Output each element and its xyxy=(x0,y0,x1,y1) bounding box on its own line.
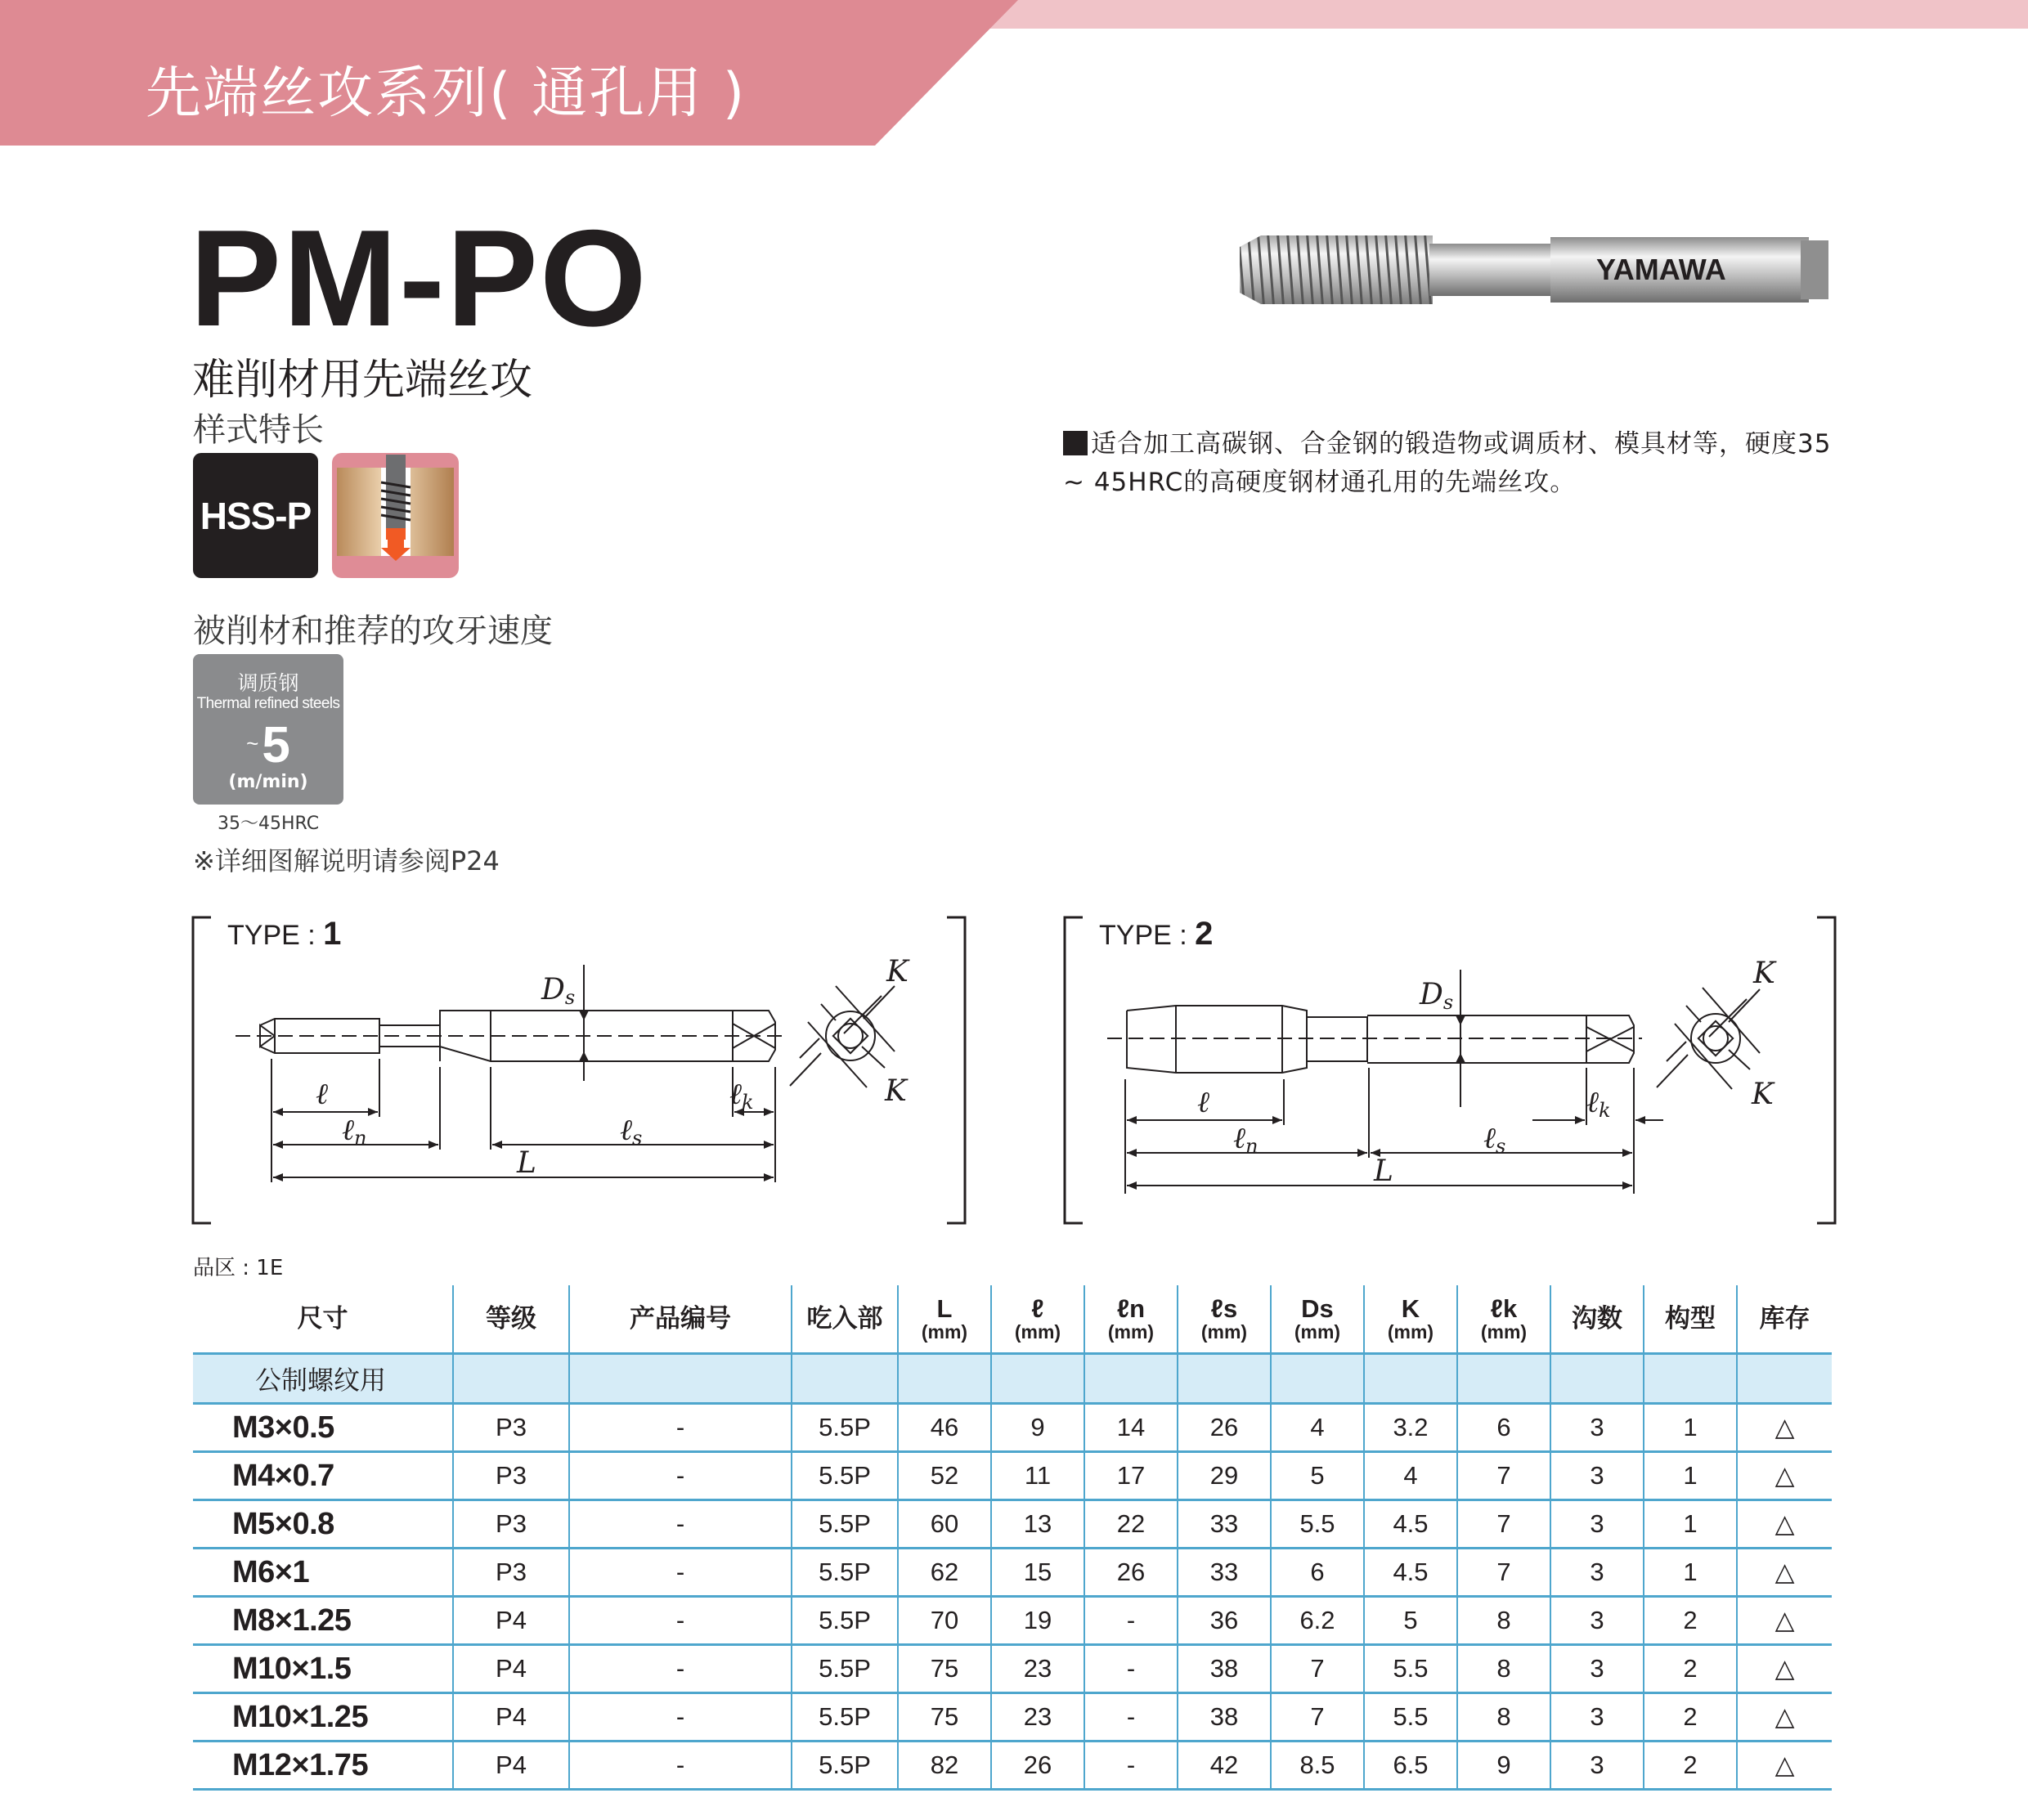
table-cell: 70 xyxy=(898,1597,991,1645)
svg-text:L: L xyxy=(1374,1154,1393,1188)
size-cell: M6×1 xyxy=(193,1549,453,1597)
table-cell: 7 xyxy=(1271,1693,1364,1742)
table-cell: 46 xyxy=(898,1404,991,1452)
table-cell: 36 xyxy=(1178,1597,1271,1645)
table-cell: 4.5 xyxy=(1364,1549,1457,1597)
column-header: L (mm) xyxy=(898,1285,991,1354)
svg-text:K: K xyxy=(885,1074,907,1108)
reference-note: ※详细图解说明请参阅P24 xyxy=(193,845,500,876)
table-cell: - xyxy=(1084,1693,1178,1742)
column-header: Ds (mm) xyxy=(1271,1285,1364,1354)
speed-tilde: ~ xyxy=(246,731,259,755)
table-cell: - xyxy=(569,1452,792,1500)
svg-text:K: K xyxy=(886,955,909,988)
table-cell: 5.5 xyxy=(1364,1645,1457,1693)
product-model: PM-PO xyxy=(190,201,648,355)
table-cell: - xyxy=(569,1645,792,1693)
table-cell: △ xyxy=(1737,1693,1832,1742)
table-cell: 52 xyxy=(898,1452,991,1500)
table-cell: △ xyxy=(1737,1404,1832,1452)
table-cell: 75 xyxy=(898,1645,991,1693)
table-cell: 2 xyxy=(1644,1742,1737,1790)
table-cell: 1 xyxy=(1644,1500,1737,1549)
svg-text:Ds: Ds xyxy=(541,973,576,1009)
table-cell: P4 xyxy=(453,1742,569,1790)
table-cell: 3 xyxy=(1550,1452,1644,1500)
table-cell: 26 xyxy=(1084,1549,1178,1597)
column-header: ℓk (mm) xyxy=(1457,1285,1550,1354)
table-cell: 3 xyxy=(1550,1597,1644,1645)
table-cell: 33 xyxy=(1178,1549,1271,1597)
table-cell: - xyxy=(1084,1742,1178,1790)
table-cell: 3 xyxy=(1550,1549,1644,1597)
column-header: 尺寸 xyxy=(297,1303,348,1334)
series-title: 先端丝攻系列( 通孔用 ) xyxy=(146,61,747,126)
product-photo-brand: YAMAWA xyxy=(1596,253,1726,286)
table-cell: 22 xyxy=(1084,1500,1178,1549)
speed-card xyxy=(193,654,343,805)
column-header: 等级 xyxy=(453,1285,569,1354)
table-cell: 23 xyxy=(991,1693,1084,1742)
type-2-drawing xyxy=(1061,908,1838,1235)
table-cell: 4 xyxy=(1364,1452,1457,1500)
material-name-en: Thermal refined steels xyxy=(196,695,340,712)
table-cell: 6.2 xyxy=(1271,1597,1364,1645)
table-cell: 9 xyxy=(991,1404,1084,1452)
table-row xyxy=(193,1549,1832,1597)
table-cell: 5.5P xyxy=(792,1404,898,1452)
column-header: 沟数 xyxy=(1550,1285,1644,1354)
table-cell: - xyxy=(569,1693,792,1742)
table-cell: 9 xyxy=(1457,1742,1550,1790)
table-cell: 8 xyxy=(1457,1597,1550,1645)
table-cell: 5.5P xyxy=(792,1549,898,1597)
table-cell: 82 xyxy=(898,1742,991,1790)
table-cell: P3 xyxy=(453,1500,569,1549)
speed-value xyxy=(193,716,343,774)
size-cell: M10×1.5 xyxy=(193,1645,453,1693)
table-cell: 75 xyxy=(898,1693,991,1742)
table-cell: 2 xyxy=(1644,1597,1737,1645)
hardness-range: 35～45HRC xyxy=(218,814,320,834)
table-cell: 3 xyxy=(1550,1404,1644,1452)
speed-unit: (m/min) xyxy=(228,772,308,792)
table-cell: 6.5 xyxy=(1364,1742,1457,1790)
size-cell: M12×1.75 xyxy=(193,1742,453,1790)
column-header: 构型 xyxy=(1644,1285,1737,1354)
hss-p-badge xyxy=(193,453,318,578)
table-cell: 5.5P xyxy=(792,1645,898,1693)
table-cell: 14 xyxy=(1084,1404,1178,1452)
table-cell: 29 xyxy=(1178,1452,1271,1500)
group-label: 公制螺纹用 xyxy=(193,1354,453,1404)
table-cell: 5.5P xyxy=(792,1452,898,1500)
column-header: ℓs (mm) xyxy=(1178,1285,1271,1354)
feature-label: 样式特长 xyxy=(193,411,324,449)
through-hole-icon xyxy=(332,453,459,578)
table-cell: 5 xyxy=(1364,1597,1457,1645)
table-cell: 2 xyxy=(1644,1645,1737,1693)
table-cell: 8.5 xyxy=(1271,1742,1364,1790)
table-row xyxy=(193,1452,1832,1500)
svg-text:ℓs: ℓs xyxy=(1483,1122,1506,1158)
table-cell: 26 xyxy=(1178,1404,1271,1452)
size-cell: M3×0.5 xyxy=(193,1404,453,1452)
product-description xyxy=(1063,425,1848,502)
type-2-label: TYPE : 2 xyxy=(1099,916,1214,952)
description-text: 适合加工高碳钢、合金钢的锻造物或调质材、模具材等，硬度35 ~ 45HRC的高硬度钢材通孔用的先端丝攻。 xyxy=(1063,429,1832,497)
table-header-row xyxy=(193,1285,1832,1354)
size-cell: M10×1.25 xyxy=(193,1693,453,1742)
table-cell: 3.2 xyxy=(1364,1404,1457,1452)
product-photo xyxy=(1236,229,1833,311)
table-cell: 3 xyxy=(1550,1693,1644,1742)
size-cell: M4×0.7 xyxy=(193,1452,453,1500)
type-2-diagram xyxy=(1061,908,1838,1235)
svg-text:K: K xyxy=(1752,1078,1774,1111)
bullet-square xyxy=(1063,431,1088,455)
table-cell: 1 xyxy=(1644,1452,1737,1500)
type-1-label: TYPE : 1 xyxy=(227,916,342,952)
column-header: 产品编号 xyxy=(569,1285,792,1354)
table-cell: P3 xyxy=(453,1404,569,1452)
material-name: 调质钢 xyxy=(237,671,299,695)
table-cell: 3 xyxy=(1550,1500,1644,1549)
table-cell: 26 xyxy=(991,1742,1084,1790)
column-header: 吃入部 xyxy=(792,1285,898,1354)
type-1-diagram xyxy=(190,908,968,1235)
table-cell: △ xyxy=(1737,1452,1832,1500)
svg-text:ℓk: ℓk xyxy=(1586,1086,1611,1122)
table-cell: 7 xyxy=(1271,1645,1364,1693)
column-header: ℓ (mm) xyxy=(991,1285,1084,1354)
table-cell: P3 xyxy=(453,1549,569,1597)
column-header: ℓn (mm) xyxy=(1084,1285,1178,1354)
table-cell: 1 xyxy=(1644,1549,1737,1597)
table-row xyxy=(193,1404,1832,1452)
table-cell: 15 xyxy=(991,1549,1084,1597)
table-row xyxy=(193,1597,1832,1645)
svg-text:ℓk: ℓk xyxy=(729,1078,754,1114)
table-row xyxy=(193,1645,1832,1693)
table-cell: 5.5P xyxy=(792,1500,898,1549)
table-cell: 11 xyxy=(991,1452,1084,1500)
table-cell: 8 xyxy=(1457,1645,1550,1693)
table-cell: - xyxy=(1084,1645,1178,1693)
svg-text:Ds: Ds xyxy=(1420,978,1454,1014)
table-cell: P4 xyxy=(453,1693,569,1742)
table-cell: △ xyxy=(1737,1742,1832,1790)
table-cell: 6 xyxy=(1457,1404,1550,1452)
series-code: 品区 : 1E xyxy=(193,1256,284,1280)
table-cell: 4.5 xyxy=(1364,1500,1457,1549)
table-cell: - xyxy=(569,1500,792,1549)
table-cell: - xyxy=(569,1597,792,1645)
table-cell: 1 xyxy=(1644,1404,1737,1452)
table-row xyxy=(193,1500,1832,1549)
size-cell: M5×0.8 xyxy=(193,1500,453,1549)
table-row xyxy=(193,1693,1832,1742)
column-header: K (mm) xyxy=(1364,1285,1457,1354)
table-cell: 13 xyxy=(991,1500,1084,1549)
table-cell: 7 xyxy=(1457,1500,1550,1549)
table-cell: 60 xyxy=(898,1500,991,1549)
svg-text:ℓn: ℓn xyxy=(342,1114,367,1150)
table-cell: 19 xyxy=(991,1597,1084,1645)
svg-text:ℓ: ℓ xyxy=(1197,1086,1209,1119)
svg-text:ℓ: ℓ xyxy=(316,1078,328,1111)
table-cell: 6 xyxy=(1271,1549,1364,1597)
table-cell: 23 xyxy=(991,1645,1084,1693)
type-1-drawing xyxy=(190,908,968,1235)
table-cell: △ xyxy=(1737,1597,1832,1645)
material-speed-label: 被削材和推荐的攻牙速度 xyxy=(193,612,553,650)
table-cell: 3 xyxy=(1550,1645,1644,1693)
table-cell: - xyxy=(569,1549,792,1597)
column-header: 库存 xyxy=(1737,1285,1832,1354)
table-cell: 38 xyxy=(1178,1693,1271,1742)
table-cell: 4 xyxy=(1271,1404,1364,1452)
table-cell: P4 xyxy=(453,1597,569,1645)
table-cell: P4 xyxy=(453,1645,569,1693)
table-cell: 7 xyxy=(1457,1549,1550,1597)
table-cell: △ xyxy=(1737,1645,1832,1693)
table-cell: - xyxy=(569,1404,792,1452)
group-row xyxy=(193,1354,1832,1404)
table-cell: 38 xyxy=(1178,1645,1271,1693)
table-cell: - xyxy=(1084,1597,1178,1645)
table-cell: 2 xyxy=(1644,1693,1737,1742)
table-cell: 7 xyxy=(1457,1452,1550,1500)
table-cell: △ xyxy=(1737,1500,1832,1549)
table-cell: - xyxy=(569,1742,792,1790)
table-cell: 5.5P xyxy=(792,1693,898,1742)
hss-p-label: HSS-P xyxy=(200,494,312,537)
table-cell: 62 xyxy=(898,1549,991,1597)
svg-text:ℓn: ℓn xyxy=(1233,1122,1259,1158)
speed-number: 5 xyxy=(262,717,290,773)
svg-text:L: L xyxy=(517,1146,536,1180)
table-cell: 5.5P xyxy=(792,1742,898,1790)
table-cell: 42 xyxy=(1178,1742,1271,1790)
table-cell: P3 xyxy=(453,1452,569,1500)
svg-text:K: K xyxy=(1753,957,1775,990)
table-cell: 5 xyxy=(1271,1452,1364,1500)
table-cell: 17 xyxy=(1084,1452,1178,1500)
table-cell: 3 xyxy=(1550,1742,1644,1790)
table-row xyxy=(193,1742,1832,1790)
product-subtitle: 难削材用先端丝攻 xyxy=(192,356,533,405)
spec-table xyxy=(193,1285,1832,1791)
table-cell: 5.5P xyxy=(792,1597,898,1645)
table-cell: 5.5 xyxy=(1271,1500,1364,1549)
table-cell: △ xyxy=(1737,1549,1832,1597)
table-cell: 8 xyxy=(1457,1693,1550,1742)
table-cell: 5.5 xyxy=(1364,1693,1457,1742)
table-cell: 33 xyxy=(1178,1500,1271,1549)
size-cell: M8×1.25 xyxy=(193,1597,453,1645)
svg-text:ℓs: ℓs xyxy=(620,1114,643,1150)
